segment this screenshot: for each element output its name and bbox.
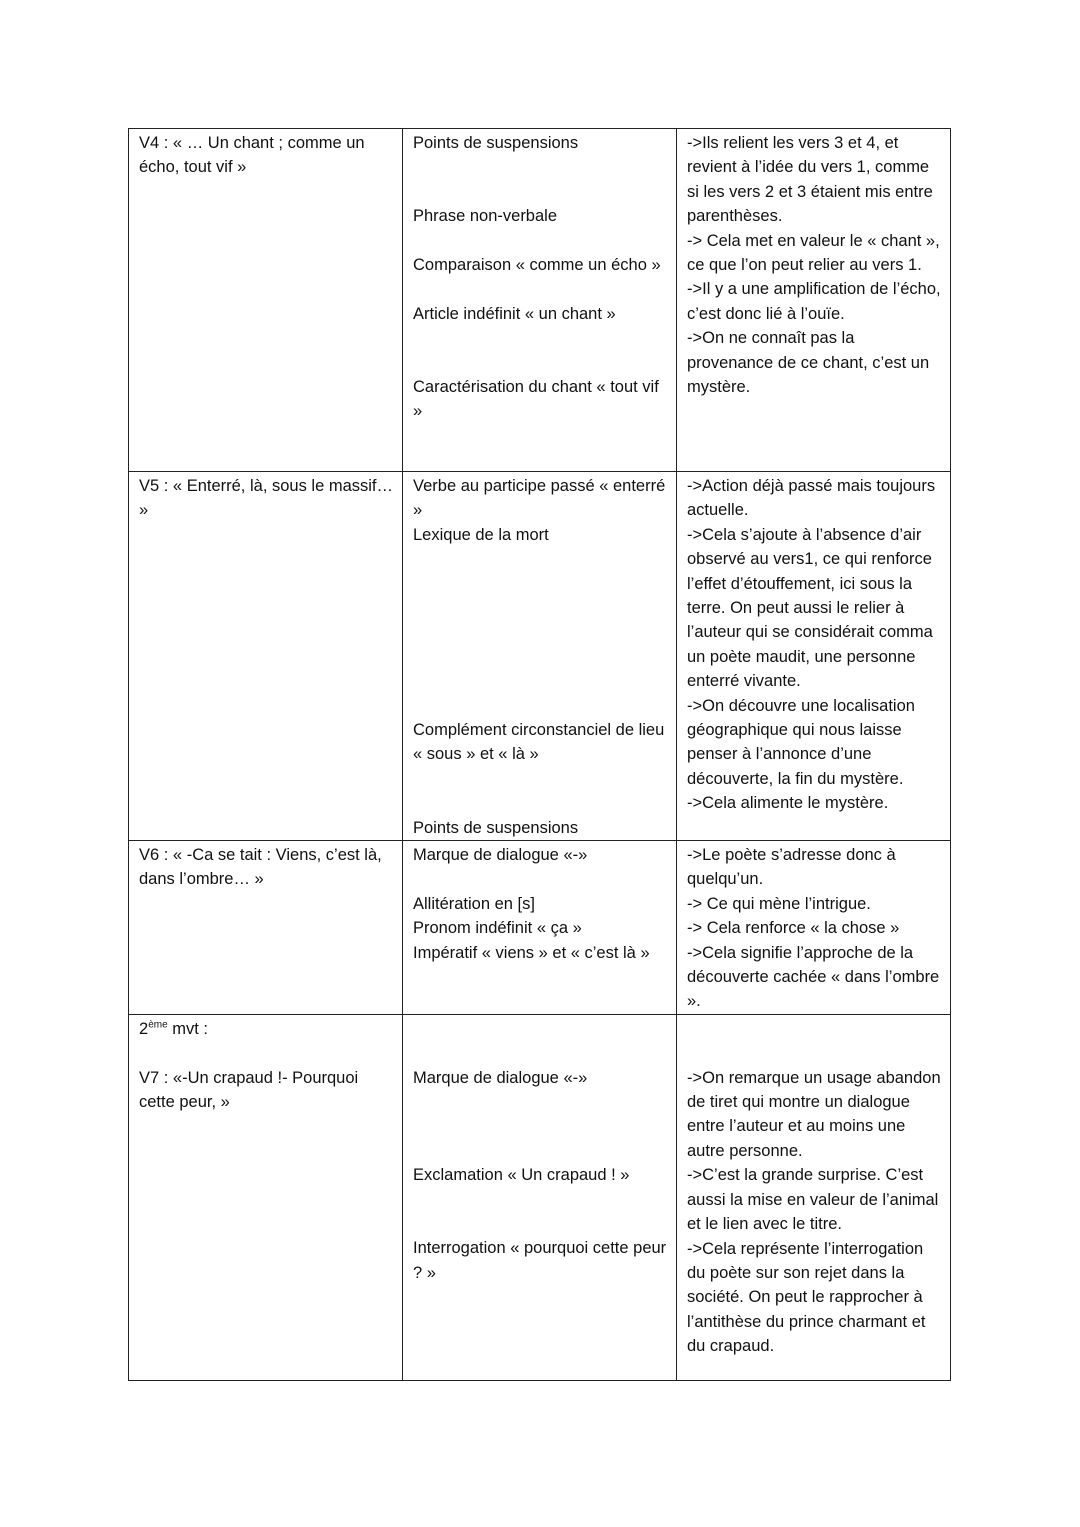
device-text: Marque de dialogue «-» [413, 846, 588, 865]
table-row [129, 841, 951, 1015]
comment-cell [677, 129, 951, 472]
table-row [129, 1014, 951, 1380]
comment-text: ->On remarque un usage abandon de tiret qui montre un dialogue entre l’auteur et au moins une autre personne. [687, 1068, 941, 1160]
verse-text: V6 : « -Ca se tait : Viens, c’est là, dans l’ombre… » [139, 846, 382, 889]
device-cell [403, 472, 677, 841]
device-text: Complément circonstanciel de lieu « sous » et « là » [413, 721, 665, 764]
comment-text: ->Action déjà passé mais toujours actuelle. [687, 477, 936, 520]
verse-cell [129, 1014, 403, 1380]
device-text: Points de suspensions [413, 134, 579, 152]
device-text: Interrogation « pourquoi cette peur ? » [413, 1239, 667, 1282]
verse-text: V5 : « Enterré, là, sous le massif… » [139, 477, 394, 520]
comment-cell [677, 472, 951, 841]
movement-heading: 2ème mvt : [139, 1019, 208, 1038]
device-text: Comparaison « comme un écho » [413, 256, 661, 274]
comment-text: -> Ce qui mène l’intrigue. [687, 894, 871, 913]
verse-cell [129, 129, 403, 472]
comment-text: ->Ils relient les vers 3 et 4, et revient à l’idée du vers 1, comme si les vers 2 et 3 étaient mis entre parenthèses. [687, 134, 933, 226]
device-text: Allitération en [s] [413, 894, 535, 913]
verse-text: V7 : «-Un crapaud !- Pourquoi cette peur, » [139, 1068, 359, 1112]
device-cell [403, 1014, 677, 1380]
table-row [129, 472, 951, 841]
table-row [129, 129, 951, 472]
verse-cell [129, 472, 403, 841]
comment-text: ->C’est la grande surprise. C’est aussi la mise en valeur de l’animal et le lien avec le titre. [687, 1166, 939, 1234]
device-text: Caractérisation du chant « tout vif » [413, 378, 659, 421]
comment-cell [677, 841, 951, 1015]
comment-cell [677, 1014, 951, 1380]
comment-text: ->Cela signifie l’approche de la découverte cachée « dans l’ombre ». [687, 943, 940, 1011]
analysis-table [128, 128, 951, 1381]
device-text: Impératif « viens » et « c’est là » [413, 943, 650, 962]
comment-text: ->On découvre une localisation géographique qui nous laisse penser à l’annonce d’une découverte, la fin du mystère. [687, 696, 915, 788]
device-cell [403, 129, 677, 472]
comment-text: ->On ne connaît pas la provenance de ce chant, c’est un mystère. [687, 329, 930, 397]
device-text: Points de suspensions [413, 818, 579, 837]
comment-text: ->Cela s’ajoute à l’absence d’air observé au vers1, ce qui renforce l’effet d’étouffement, ici sous la terre. On peut aussi le relier à l’auteur qui se considérait comma un poète maudit, une personne enterré vivante. [687, 525, 933, 691]
device-text: Marque de dialogue «-» [413, 1068, 588, 1087]
device-text: Lexique de la mort [413, 525, 549, 544]
device-text: Article indéfinit « un chant » [413, 304, 616, 323]
verse-cell [129, 841, 403, 1015]
verse-text: V4 : « … Un chant ; comme un écho, tout vif » [139, 134, 365, 177]
comment-text: -> Cela renforce « la chose » [687, 919, 900, 938]
device-text: Phrase non-verbale [413, 207, 558, 226]
comment-text: -> Cela met en valeur le « chant », ce que l’on peut relier au vers 1. [687, 231, 940, 275]
comment-text: ->Cela alimente le mystère. [687, 794, 889, 813]
device-text: Verbe au participe passé « enterré » [413, 477, 666, 520]
device-text: Pronom indéfinit « ça » [413, 919, 582, 938]
comment-text: ->Il y a une amplification de l’écho, c’est donc lié à l’ouïe. [687, 280, 941, 323]
device-text: Exclamation « Un crapaud ! » [413, 1166, 630, 1185]
device-cell [403, 841, 677, 1015]
comment-text: ->Cela représente l’interrogation du poète sur son rejet dans la société. On peut le rapprocher à l’antithèse du prince charmant et du crapaud. [687, 1239, 926, 1356]
comment-text: ->Le poète s’adresse donc à quelqu’un. [687, 846, 896, 889]
